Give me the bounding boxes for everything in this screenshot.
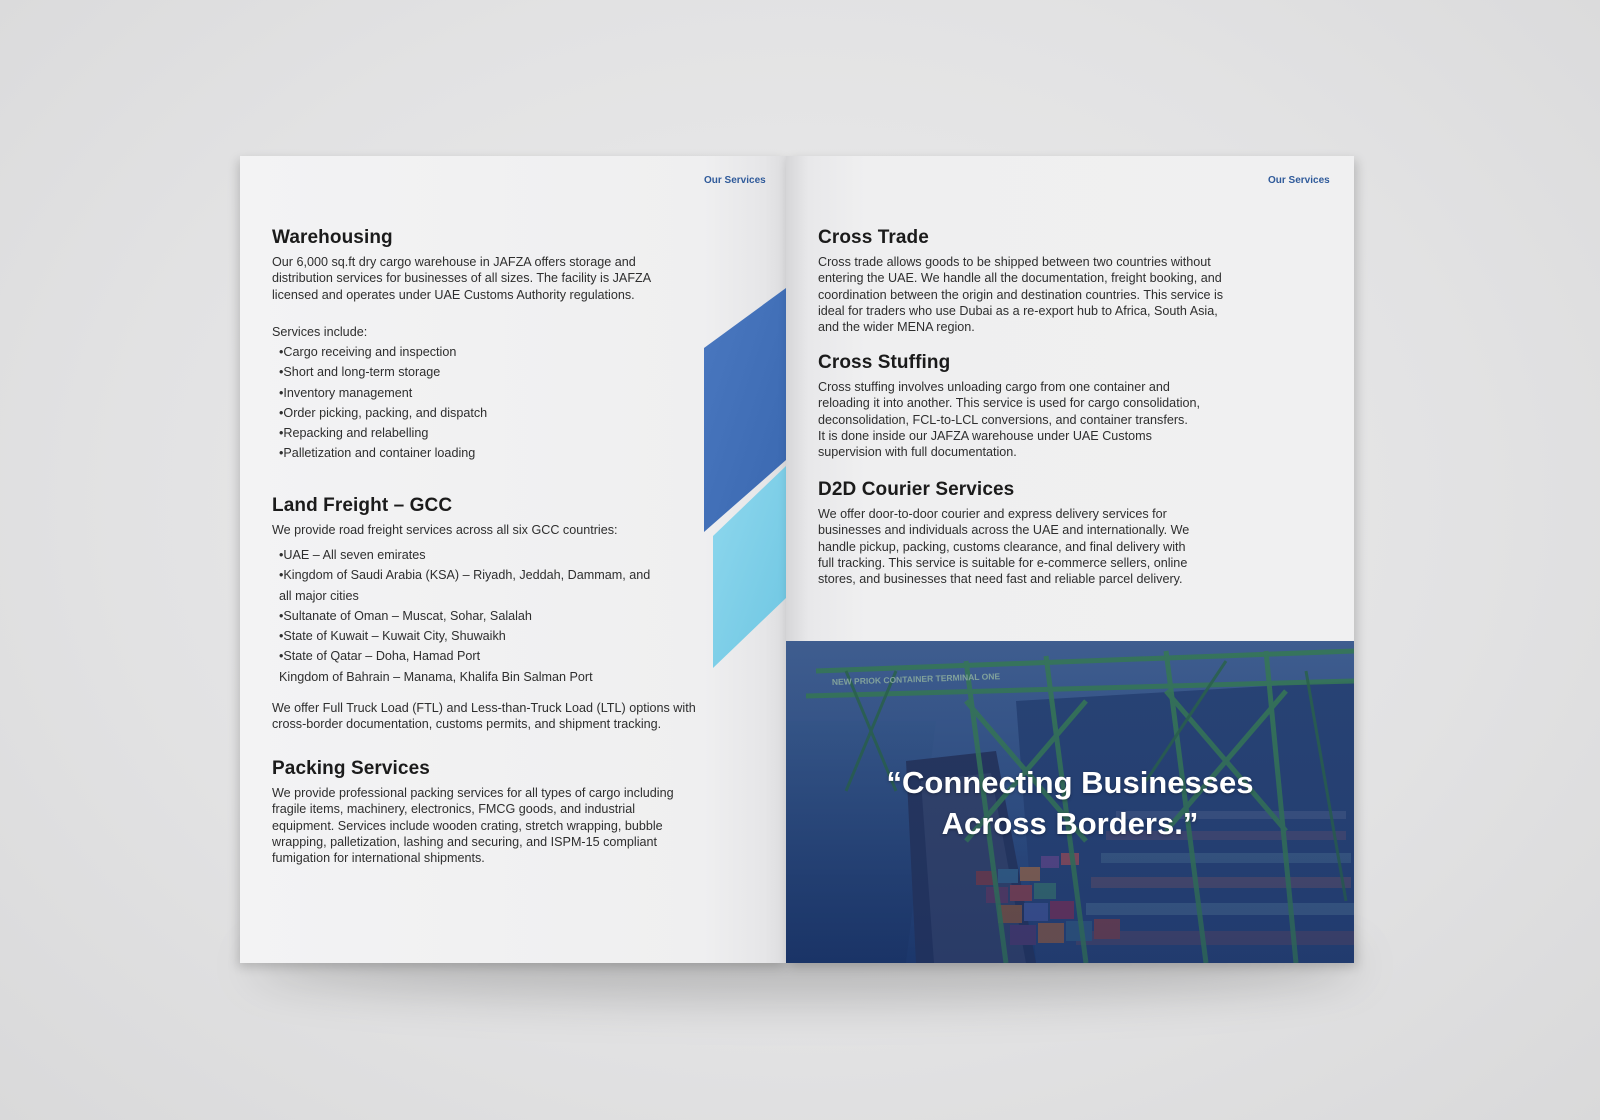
d2d-section bbox=[818, 479, 1298, 587]
land-freight-intro: We provide road freight services across all six GCC countries: bbox=[272, 523, 618, 537]
cross-trade-body bbox=[818, 254, 1298, 335]
cross-stuffing-section bbox=[818, 352, 1298, 460]
packing-body bbox=[272, 785, 742, 866]
warehousing-line-3: licensed and operates under UAE Customs Authority regulations. bbox=[272, 287, 635, 302]
d2d-line-3: handle pickup, packing, customs clearance, and final delivery with bbox=[818, 539, 1186, 554]
list-item: Kingdom of Bahrain – Manama, Khalifa Bin Salman Port bbox=[279, 669, 593, 684]
packing-line-2: fragile items, machinery, electronics, FMCG goods, and industrial bbox=[272, 802, 636, 817]
list-item: •UAE – All seven emirates bbox=[279, 548, 426, 562]
packing-line-3: equipment. Services include wooden crating, stretch wrapping, bubble bbox=[272, 818, 663, 833]
cross-stuffing-line-3: deconsolidation, FCL-to-LCL conversions, and container transfers. bbox=[818, 412, 1188, 427]
services-intro-block bbox=[272, 324, 672, 340]
list-item: •Palletization and container loading bbox=[279, 446, 476, 461]
list-item: •Order picking, packing, and dispatch bbox=[279, 405, 488, 420]
list-item: •Cargo receiving and inspection bbox=[279, 345, 457, 359]
closing-line-1: We offer Full Truck Load (FTL) and Less-than-Truck Load (LTL) options with bbox=[272, 701, 696, 715]
cross-stuffing-line-2: reloading it into another. This service is used for cargo consolidation, bbox=[818, 396, 1200, 411]
cross-stuffing-line-1: Cross stuffing involves unloading cargo from one container and bbox=[818, 380, 1170, 394]
d2d-line-5: stores, and businesses that need fast and reliable parcel delivery. bbox=[818, 572, 1183, 587]
quote-line-2: Across Borders.” bbox=[941, 806, 1199, 841]
d2d-line-1: We offer door-to-door courier and express delivery services for bbox=[818, 507, 1167, 521]
d2d-line-2: businesses and individuals across the UAE and internationally. We bbox=[818, 523, 1190, 538]
d2d-title: D2D Courier Services bbox=[818, 479, 1015, 500]
left-running-head: Our Services bbox=[704, 175, 766, 186]
quote-line-1: “Connecting Businesses bbox=[886, 765, 1254, 800]
countries-list-block bbox=[279, 545, 719, 687]
services-list bbox=[279, 342, 679, 464]
cross-stuffing-body bbox=[818, 379, 1298, 460]
cross-stuffing-line-4: It is done inside our JAFZA warehouse under UAE Customs bbox=[818, 428, 1152, 443]
services-list-block bbox=[279, 342, 679, 464]
services-intro: Services include: bbox=[272, 325, 368, 339]
cross-trade-line-4: ideal for traders who use Dubai as a re-export hub to Africa, South Asia, bbox=[818, 303, 1218, 318]
cross-stuffing-title: Cross Stuffing bbox=[818, 352, 951, 373]
cross-trade-title: Cross Trade bbox=[818, 227, 929, 248]
list-item: •Kingdom of Saudi Arabia (KSA) – Riyadh, Jeddah, Dammam, and bbox=[279, 568, 651, 583]
cross-trade-line-3: coordination between the origin and destination countries. This service is bbox=[818, 287, 1224, 302]
cross-trade-line-1: Cross trade allows goods to be shipped between two countries without bbox=[818, 255, 1211, 269]
cross-stuffing-line-5: supervision with full documentation. bbox=[818, 445, 1017, 460]
dark-blue-parallelogram bbox=[704, 288, 786, 532]
list-item: •State of Qatar – Doha, Hamad Port bbox=[279, 649, 481, 664]
warehousing-body bbox=[272, 254, 702, 303]
land-freight-section bbox=[272, 495, 712, 538]
warehousing-line-1: Our 6,000 sq.ft dry cargo warehouse in JAFZA offers storage and bbox=[272, 255, 636, 269]
packing-line-1: We provide professional packing services for all types of cargo including bbox=[272, 786, 674, 800]
list-item: •Repacking and relabelling bbox=[279, 426, 429, 441]
cross-trade-section bbox=[818, 227, 1298, 335]
closing-line-2: cross-border documentation, customs permits, and shipment tracking. bbox=[272, 717, 662, 732]
port-photo bbox=[786, 641, 1354, 963]
land-freight-closing-text bbox=[272, 700, 752, 733]
packing-line-4: wrapping, palletization, lashing and securing, and ISPM-15 compliant bbox=[272, 834, 658, 849]
land-freight-closing bbox=[272, 700, 752, 733]
warehousing-title: Warehousing bbox=[272, 227, 393, 248]
right-page bbox=[786, 156, 1354, 963]
warehousing-section bbox=[272, 227, 702, 303]
left-page bbox=[240, 156, 786, 963]
d2d-line-4: full tracking. This service is suitable for e-commerce sellers, online bbox=[818, 555, 1188, 570]
packing-line-5: fumigation for international shipments. bbox=[272, 851, 485, 866]
countries-list bbox=[279, 545, 719, 687]
land-freight-title: Land Freight – GCC bbox=[272, 495, 453, 516]
list-item: •Sultanate of Oman – Muscat, Sohar, Salalah bbox=[279, 608, 532, 623]
packing-title: Packing Services bbox=[272, 758, 430, 779]
tagline-quote bbox=[786, 762, 1354, 844]
warehousing-line-2: distribution services for businesses of all sizes. The facility is JAFZA bbox=[272, 271, 652, 286]
cross-trade-line-5: and the wider MENA region. bbox=[818, 320, 975, 335]
list-item: •State of Kuwait – Kuwait City, Shuwaikh bbox=[279, 629, 506, 644]
cross-trade-line-2: entering the UAE. We handle all the documentation, freight booking, and bbox=[818, 271, 1222, 286]
list-item: all major cities bbox=[279, 588, 359, 603]
light-blue-parallelogram bbox=[713, 466, 786, 668]
list-item: •Short and long-term storage bbox=[279, 365, 441, 380]
packing-section bbox=[272, 758, 742, 866]
list-item: •Inventory management bbox=[279, 385, 413, 400]
d2d-body bbox=[818, 506, 1298, 587]
right-running-head: Our Services bbox=[1268, 175, 1330, 186]
